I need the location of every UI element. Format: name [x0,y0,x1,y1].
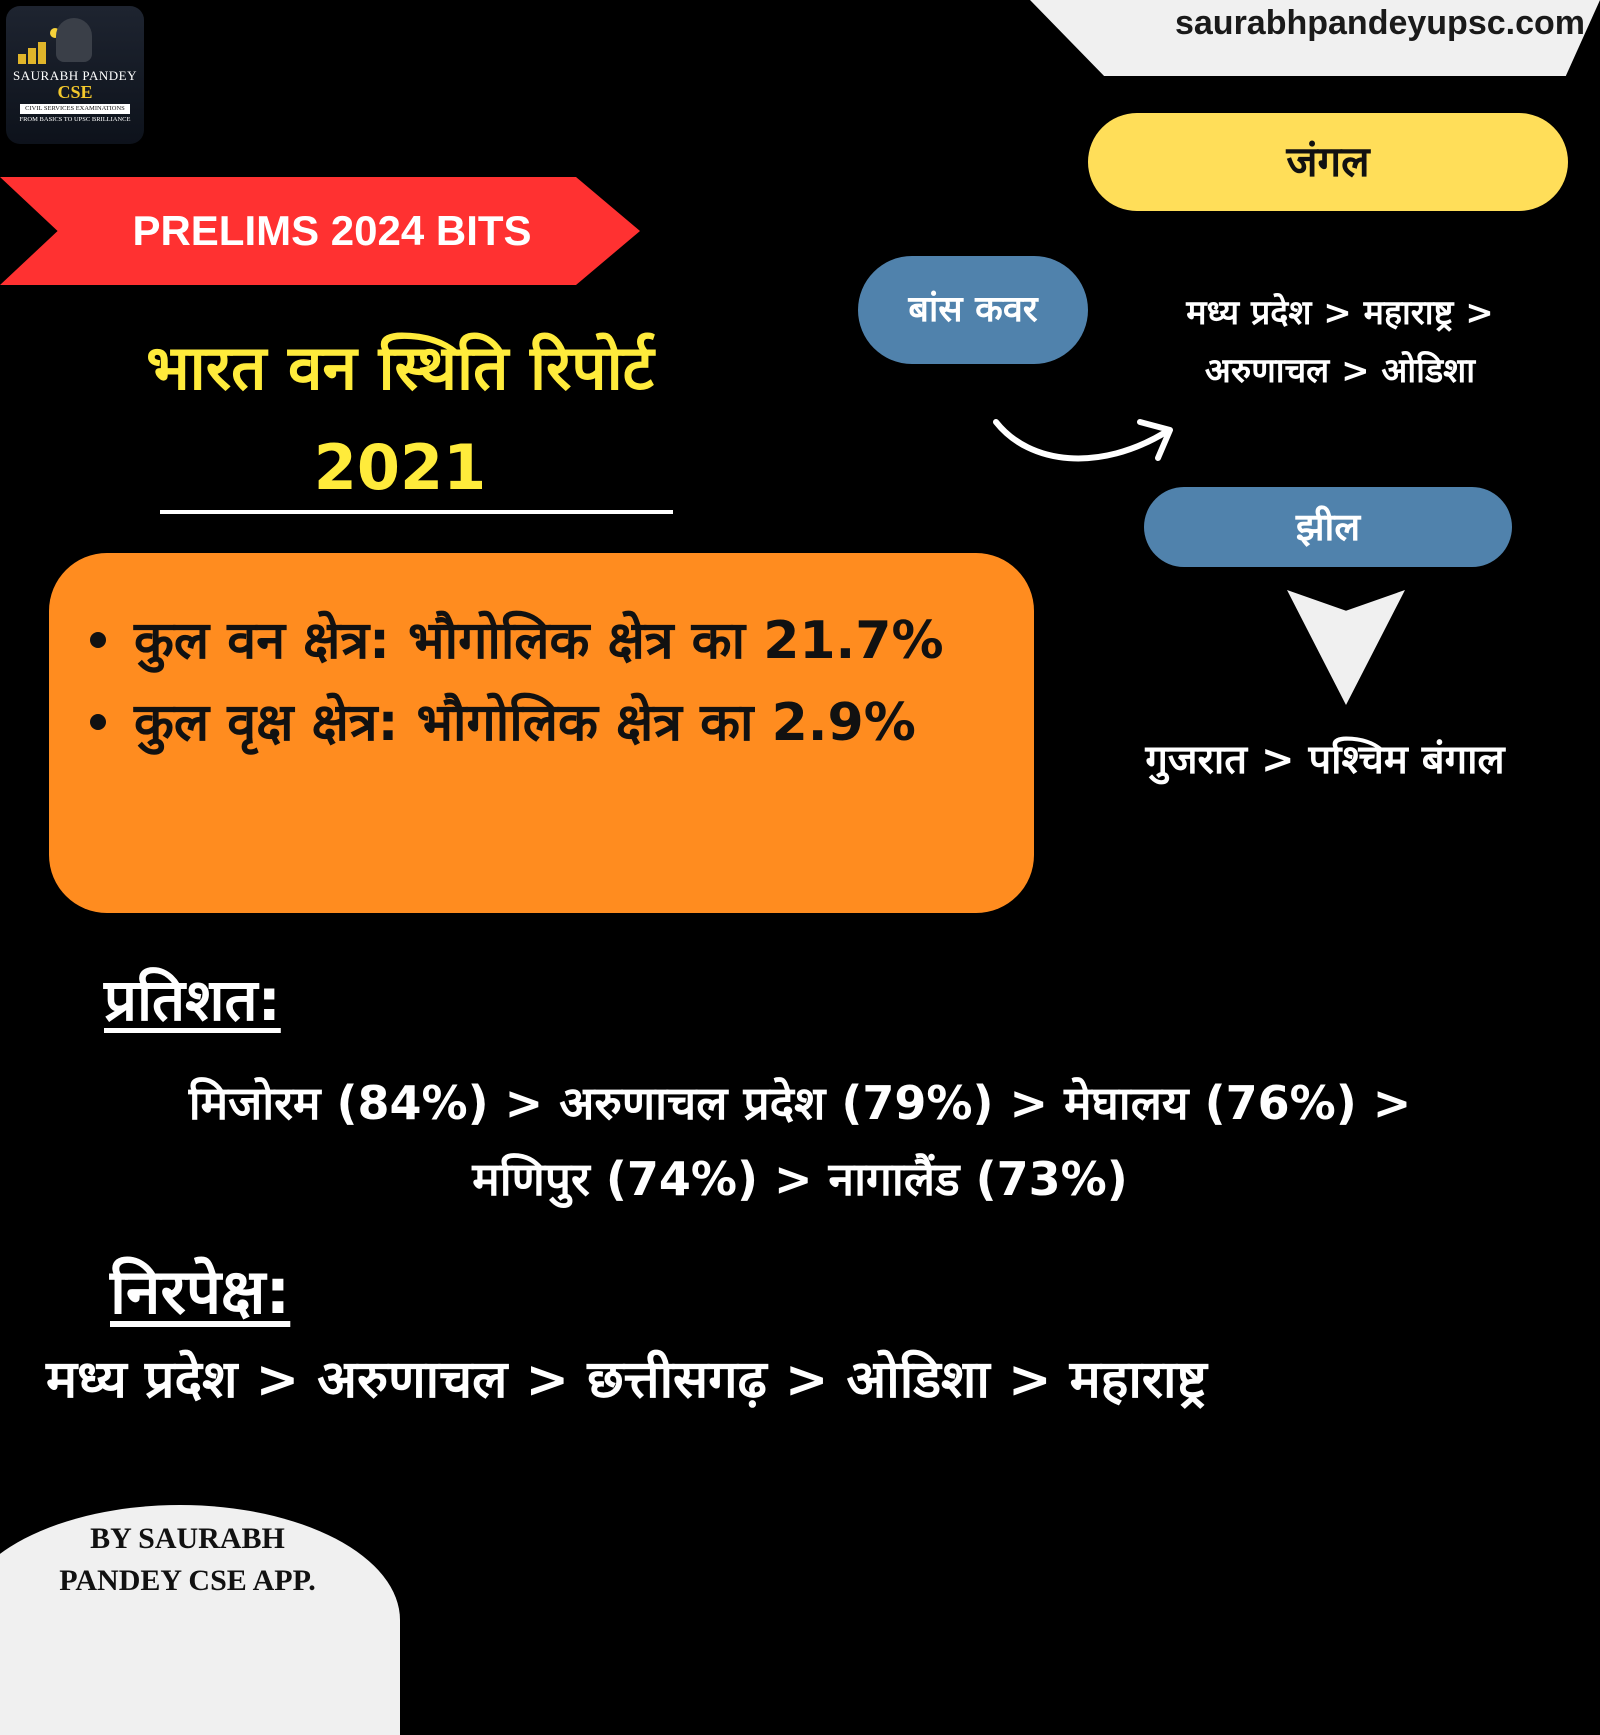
report-title-line1: भारत वन स्थिति रिपोर्ट [146,331,654,404]
absolute-heading: निरपेक्ष: [110,1255,291,1328]
tree-area-stat: कुल वृक्ष क्षेत्र: भौगोलिक क्षेत्र का 2.9% [134,693,916,753]
percentage-ranking [60,1065,1540,1217]
bullet-icon [90,714,106,730]
bamboo-ranking [1140,284,1540,400]
percentage-line2: मणिपुर (74%) > नागालैंड (73%) [472,1152,1128,1206]
highlight-list [80,600,1030,764]
absolute-ranking: मध्य प्रदेश > अरुणाचल > छत्तीसगढ़ > ओडिशा > महाराष्ट्र [46,1350,1207,1410]
forest-pill: जंगल [1088,113,1568,211]
percentage-heading: प्रतिशत: [104,966,281,1034]
bullet-icon [90,632,106,648]
bamboo-ranking-line2: अरुणाचल > ओडिशा [1204,351,1476,391]
list-item [80,682,1030,764]
report-title [50,318,750,518]
bamboo-cover-pill: बांस कवर [858,256,1088,364]
report-title-year: 2021 [313,431,487,504]
lake-pill: झील [1144,487,1512,567]
logo-subtitle: CIVIL SERVICES EXAMINATIONS [20,104,130,114]
bamboo-ranking-line1: मध्य प्रदेश > महाराष्ट्र > [1186,293,1494,333]
banner-label: PRELIMS 2024 BITS [132,207,532,254]
title-underline [160,510,673,514]
forest-area-stat: कुल वन क्षेत्र: भौगोलिक क्षेत्र का 21.7% [134,611,944,671]
down-arrow-icon [1287,590,1405,705]
logo-name: SAURABH PANDEY [13,68,137,83]
footer-credit [20,1518,355,1602]
percentage-line1: मिजोरम (84%) > अरुणाचल प्रदेश (79%) > मेघालय (76%) > [188,1076,1412,1130]
brand-logo [6,6,144,144]
website-url[interactable]: saurabhpandeyupsc.com [1174,4,1585,42]
logo-tagline: FROM BASICS TO UPSC BRILLIANCE [19,116,131,123]
footer-line2: PANDEY CSE APP. [59,1564,316,1597]
list-item [80,600,1030,682]
lake-ranking: गुजरात > पश्चिम बंगाल [1145,737,1505,783]
presenter-photo [56,18,92,62]
footer-line1: BY SAURABH [90,1522,285,1555]
books-graphic [18,40,52,64]
logo-cse: CSE [57,82,93,102]
curved-arrow-icon [990,410,1200,490]
